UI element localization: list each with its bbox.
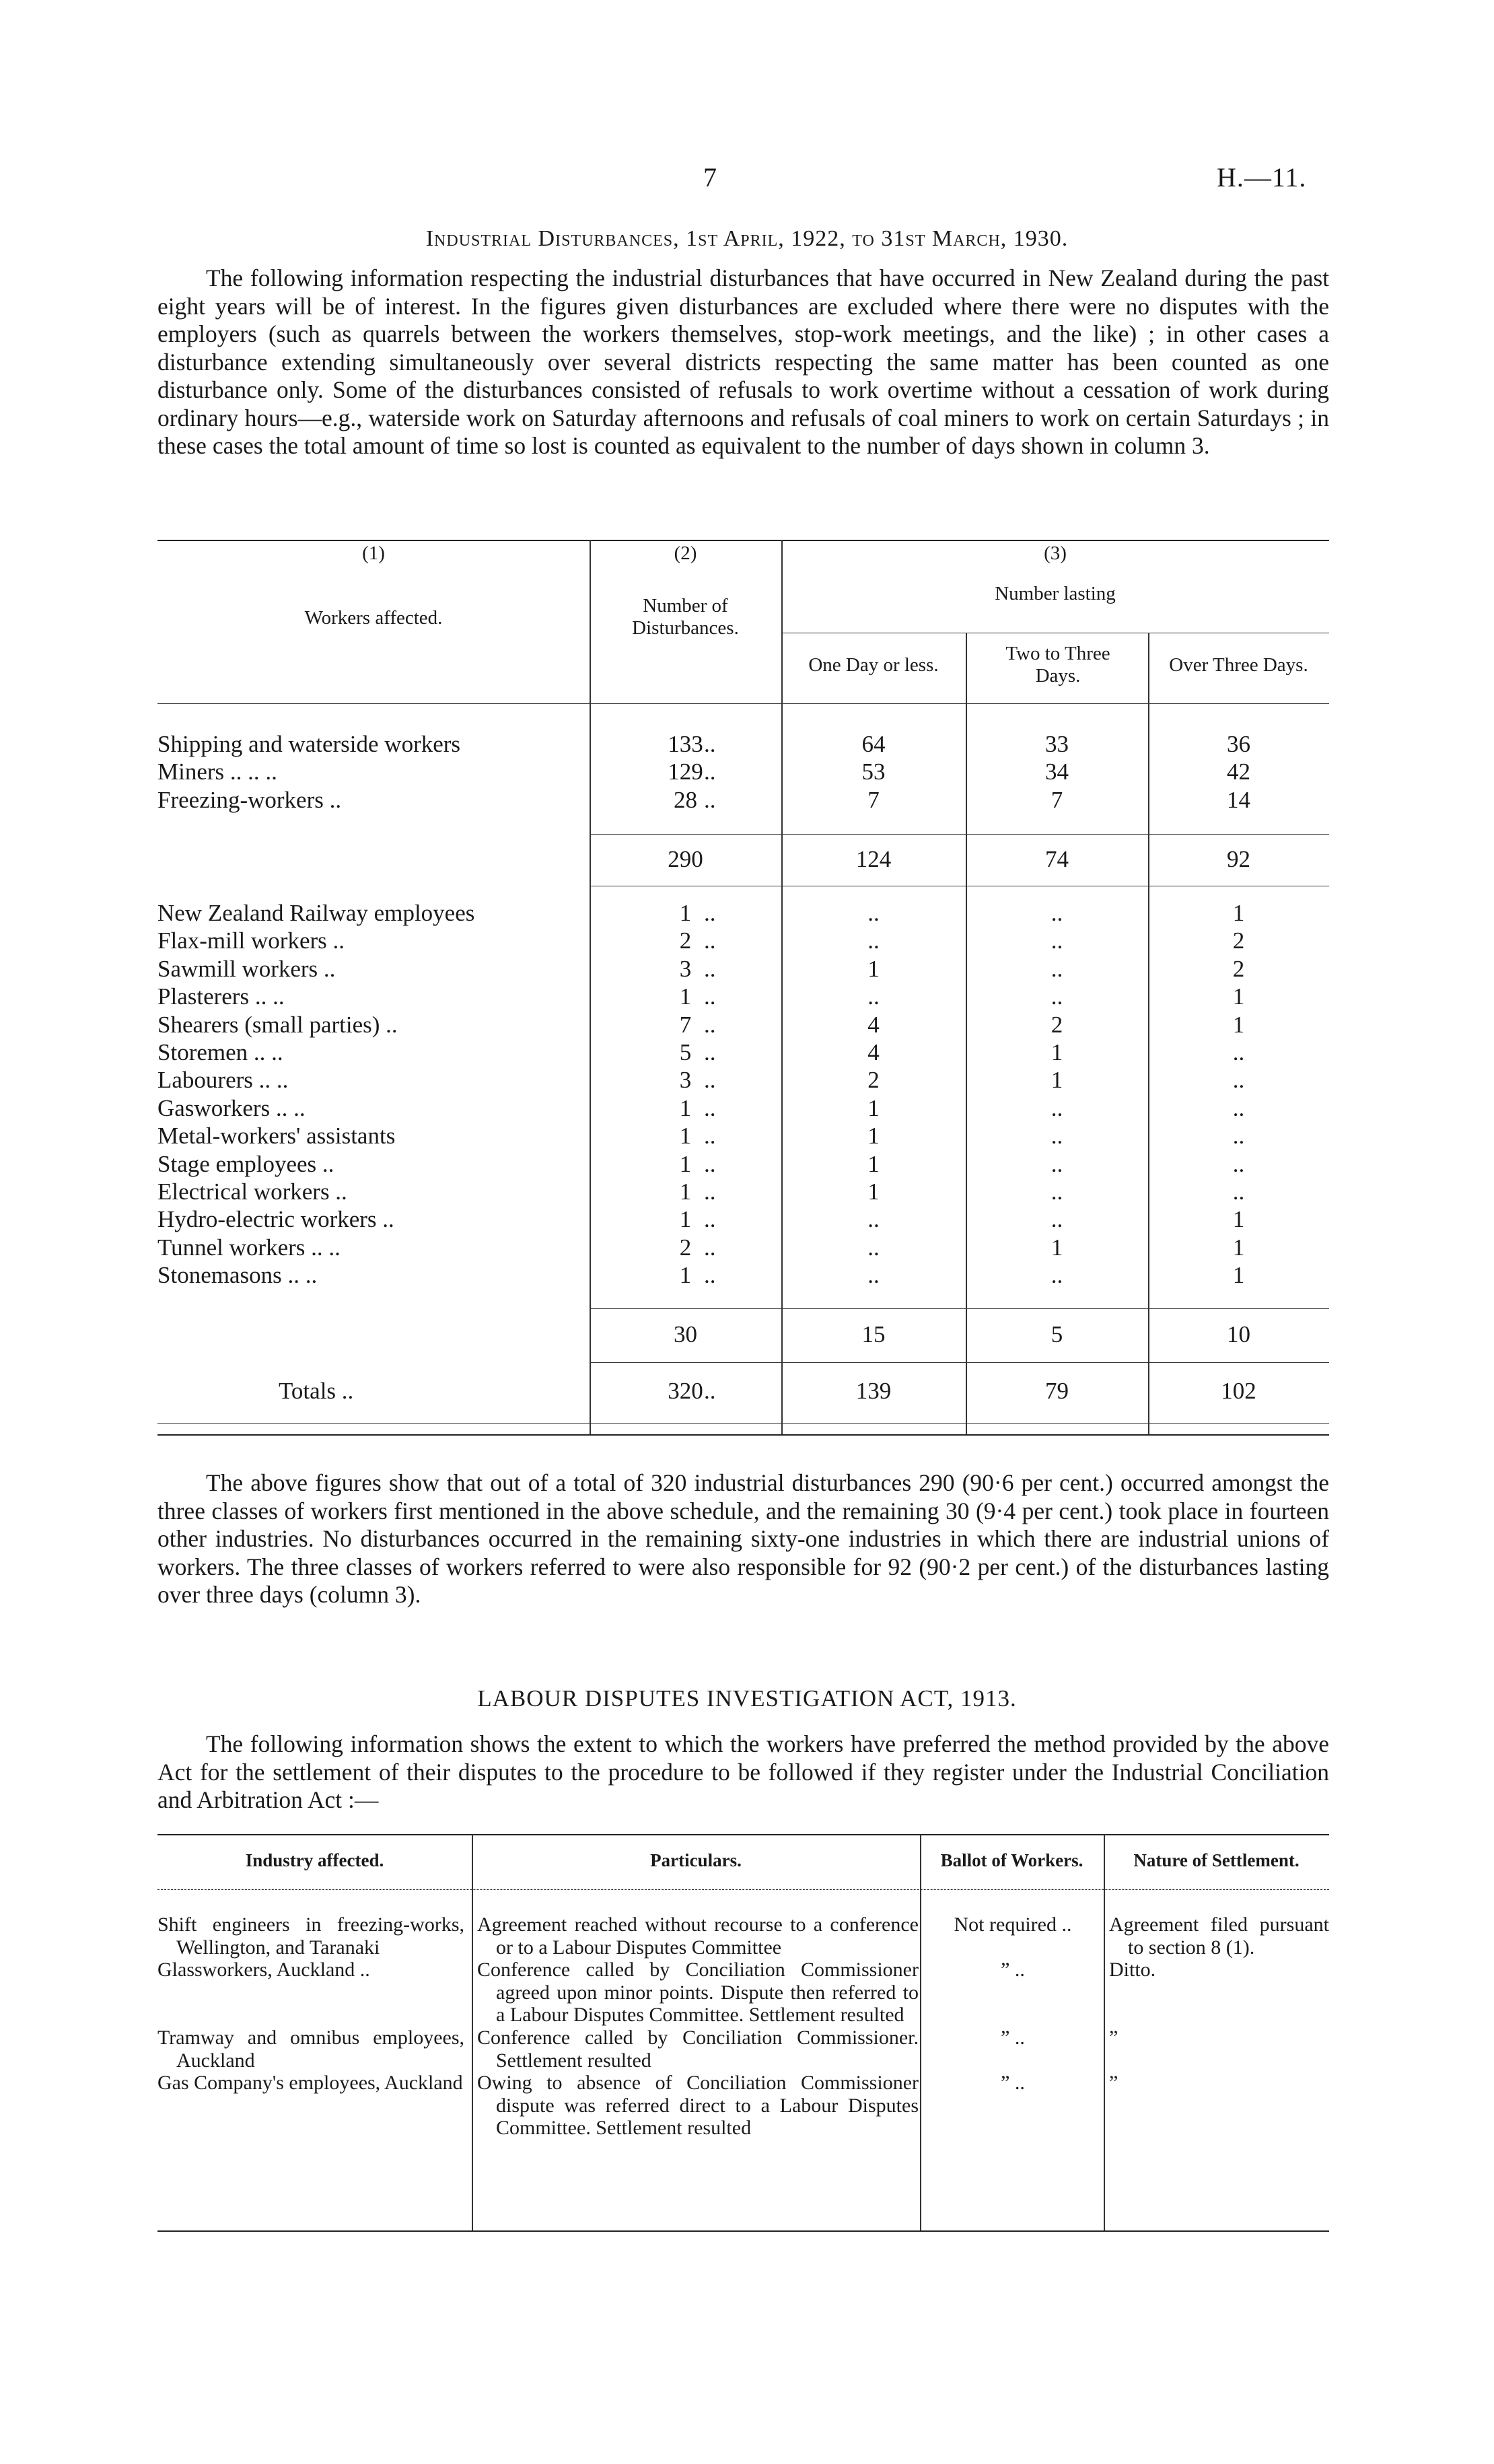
two-to-three-days: 2 (1051, 1011, 1063, 1038)
ballot-header: Ballot of Workers. (940, 1850, 1083, 1870)
column-divider (920, 1834, 921, 2230)
two-to-three-days: 74 (1045, 846, 1069, 872)
table-row (157, 730, 1329, 758)
dot-leader: .. (704, 927, 716, 954)
section-title-labour-disputes: LABOUR DISPUTES INVESTIGATION ACT, 1913. (477, 1685, 1017, 1712)
dot-leader: .. (704, 1378, 716, 1404)
disturbances-count: 1 (679, 1206, 692, 1233)
col3a-header: One Day or less. (808, 654, 939, 676)
labour-disputes-intro: The following information shows the extent to which the workers have preferred the method provided by the above Act for the settlement of their disputes to the procedure to be followed if they register under the Industrial Conciliation and Arbitration Act :— (157, 1730, 1329, 1813)
one-day-or-less: 2 (867, 1067, 880, 1094)
table-row (157, 1261, 1329, 1289)
subtotal-row (157, 845, 1329, 873)
disturbances-count: 1 (679, 900, 692, 926)
two-to-three-days: 33 (1045, 731, 1069, 757)
one-day-or-less: 139 (855, 1378, 892, 1404)
dot-leader: .. (704, 983, 716, 1010)
col2-number: (2) (674, 542, 697, 564)
table-row (157, 1150, 1329, 1178)
one-day-or-less: 1 (867, 1123, 880, 1150)
row-label: Miners .. .. .. (157, 759, 277, 785)
row-label: Totals .. (279, 1378, 354, 1404)
two-to-three-days: .. (1051, 927, 1063, 954)
rule (157, 1834, 1329, 1835)
two-to-three-days: 7 (1051, 786, 1063, 813)
over-three-days: .. (1232, 1123, 1245, 1150)
one-day-or-less: 7 (867, 786, 880, 813)
two-to-three-days: .. (1051, 900, 1063, 926)
over-three-days: 2 (1232, 927, 1245, 954)
one-day-or-less: 1 (867, 955, 880, 982)
disturbances-count: 320 (668, 1378, 703, 1404)
table-row (157, 983, 1329, 1010)
col1-header: Workers affected. (304, 607, 443, 629)
rule (590, 834, 1329, 835)
dot-leader: .. (704, 731, 716, 757)
rule (157, 2230, 1329, 2232)
column-divider (1104, 1834, 1105, 2230)
dot-leader: .. (704, 1234, 716, 1261)
col2-header: Number of Disturbances. (632, 595, 739, 639)
intro-paragraph: The following information respecting the industrial disturbances that have occurred in New Zealand during the past eight years will be of interest. In the figures given disturbances are excluded where there were no disputes with the employers (such as quarrels between the workers themselves, stop-work meetings, and the like) ; in other cases a disturbance extending simultaneously over several districts respecting the same matter has been counted as one disturbance only. Some of the disturbances consisted of refusals to work overtime without a cessation of work during ordinary hours—e.g., waterside work on Saturday afternoons and refusals of coal miners to work on certain Saturdays ; in these cases the total amount of time so lost is counted as equivalent to the number of days shown in column 3. (157, 265, 1329, 459)
nature-of-settlement: ” (1109, 2072, 1118, 2094)
rule (157, 1434, 1329, 1436)
one-day-or-less: .. (867, 927, 880, 954)
disturbances-count: 3 (679, 1067, 692, 1094)
disturbances-count: 1 (679, 1150, 692, 1177)
row-label: Freezing-workers .. (157, 786, 342, 813)
col3c-header: Over Three Days. (1169, 654, 1308, 676)
nature-of-settlement: Ditto. (1109, 1959, 1156, 1981)
dot-leader: .. (704, 955, 716, 982)
row-label: Storemen .. .. (157, 1039, 283, 1065)
one-day-or-less: .. (867, 900, 880, 926)
table-row (157, 1066, 1329, 1094)
row-label: Shearers (small parties) .. (157, 1011, 398, 1038)
two-to-three-days: .. (1051, 1150, 1063, 1177)
ballot-of-workers: Not required .. (954, 1913, 1072, 1936)
industry-affected: Glassworkers, Auckland .. (157, 1959, 370, 1981)
particulars: Conference called by Conciliation Commissioner agreed upon minor points. Dispute then referred to a Labour Disputes Committee. Settlement resulted (477, 1959, 919, 2027)
two-to-three-days: 1 (1051, 1067, 1063, 1094)
ballot-of-workers: ” .. (1001, 2072, 1025, 2094)
section-title-industrial-disturbances: Industrial Disturbances, 1st April, 1922, to 31st March, 1930. (425, 226, 1069, 251)
two-to-three-days: .. (1051, 1262, 1063, 1289)
industry-affected: Shift engineers in freezing-works, Wellington, and Taranaki (157, 1913, 464, 1959)
col1-number: (1) (362, 542, 385, 564)
two-to-three-days: .. (1051, 1123, 1063, 1150)
table-row (157, 955, 1329, 983)
one-day-or-less: .. (867, 1262, 880, 1289)
two-to-three-days: .. (1051, 1178, 1063, 1205)
over-three-days: .. (1232, 1067, 1245, 1094)
row-label: Metal-workers' assistants (157, 1123, 396, 1150)
rule (157, 1889, 1329, 1890)
disturbances-count: 1 (679, 983, 692, 1010)
row-label: New Zealand Railway employees (157, 900, 475, 926)
dot-leader: .. (704, 1262, 716, 1289)
one-day-or-less: 1 (867, 1178, 880, 1205)
one-day-or-less: 1 (867, 1150, 880, 1177)
settlement-header: Nature of Settlement. (1133, 1850, 1300, 1870)
over-three-days: 1 (1232, 1011, 1245, 1038)
one-day-or-less: .. (867, 1206, 880, 1233)
table-row (157, 786, 1329, 814)
table-row (157, 1234, 1329, 1261)
over-three-days: 14 (1227, 786, 1250, 813)
particulars-header: Particulars. (650, 1850, 742, 1870)
dot-leader: .. (704, 1206, 716, 1233)
one-day-or-less: .. (867, 983, 880, 1010)
rule (157, 540, 1329, 541)
document-reference: H.—11. (1217, 162, 1307, 192)
over-three-days: 42 (1227, 759, 1250, 785)
row-label: Stonemasons .. .. (157, 1262, 318, 1289)
industry-affected: Gas Company's employees, Auckland (157, 2072, 463, 2094)
table-row (157, 1039, 1329, 1066)
row-label: Labourers .. .. (157, 1067, 289, 1094)
nature-of-settlement: Agreement filed pursuant to section 8 (1). (1109, 1913, 1329, 1959)
row-label: Tunnel workers .. .. (157, 1234, 341, 1261)
ballot-of-workers: ” .. (1001, 2027, 1025, 2049)
page-number: 7 (703, 162, 717, 192)
row-label: Electrical workers .. (157, 1178, 347, 1205)
row-label: Shipping and waterside workers (157, 731, 461, 757)
table-row (157, 1122, 1329, 1150)
rule (590, 1308, 1329, 1309)
two-to-three-days: 5 (1051, 1321, 1063, 1347)
disturbances-count: 3 (679, 955, 692, 982)
nature-of-settlement: ” (1109, 2027, 1118, 2049)
dot-leader: .. (704, 900, 716, 926)
dot-leader: .. (704, 786, 716, 813)
dot-leader: .. (704, 759, 716, 785)
row-label: Stage employees .. (157, 1150, 334, 1177)
disturbances-count: 5 (679, 1039, 692, 1065)
over-three-days: 10 (1227, 1321, 1250, 1347)
over-three-days: 1 (1232, 900, 1245, 926)
disturbances-count: 7 (679, 1011, 692, 1038)
two-to-three-days: 34 (1045, 759, 1069, 785)
table-row (157, 1094, 1329, 1122)
disturbances-count: 1 (679, 1262, 692, 1289)
rule (157, 1423, 1329, 1424)
particulars: Owing to absence of Conciliation Commissioner dispute was referred direct to a Labour Disputes Committee. Settlement resulted (477, 2072, 919, 2140)
one-day-or-less: 15 (861, 1321, 886, 1347)
subtotal-row (157, 1321, 1329, 1348)
col3-header: Number lasting (995, 583, 1116, 604)
row-label: Sawmill workers .. (157, 955, 336, 982)
disturbances-count: 2 (679, 1234, 692, 1261)
disturbances-count: 133 (668, 731, 703, 757)
dot-leader: .. (704, 1039, 716, 1065)
over-three-days: 1 (1232, 1234, 1245, 1261)
two-to-three-days: 1 (1051, 1039, 1063, 1065)
dot-leader: .. (704, 1150, 716, 1177)
table-row (157, 1011, 1329, 1039)
one-day-or-less: 53 (861, 759, 886, 785)
one-day-or-less: 4 (867, 1011, 880, 1038)
disturbances-count: 129 (668, 759, 703, 785)
over-three-days: 2 (1232, 955, 1245, 982)
two-to-three-days: .. (1051, 955, 1063, 982)
table-row (157, 1205, 1329, 1233)
ballot-of-workers: ” .. (1001, 1959, 1025, 1981)
over-three-days: .. (1232, 1150, 1245, 1177)
row-label: Hydro-electric workers .. (157, 1206, 394, 1233)
dot-leader: .. (704, 1011, 716, 1038)
disturbances-count: 1 (679, 1178, 692, 1205)
over-three-days: 1 (1232, 1206, 1245, 1233)
over-three-days: 92 (1227, 846, 1250, 872)
over-three-days: .. (1232, 1178, 1245, 1205)
over-three-days: .. (1232, 1094, 1245, 1121)
two-to-three-days: .. (1051, 1206, 1063, 1233)
summary-paragraph: The above figures show that out of a total of 320 industrial disturbances 290 (90·6 per cent.) occurred amongst the three classes of workers first mentioned in the above schedule, and the remaining 30 (9·4 per cent.) took place in fourteen other industries. No disturbances occurred in the remaining sixty-one industries in which there are industrial unions of workers. The three classes of workers referred to were also responsible for 92 (90·2 per cent.) of the disturbances lasting over three days (column 3). (157, 1469, 1329, 1608)
disturbances-count: 28 (674, 786, 697, 813)
disturbances-count: 1 (679, 1094, 692, 1121)
rule (157, 703, 1329, 704)
dot-leader: .. (704, 1067, 716, 1094)
industry-affected: Tramway and omnibus employees, Auckland (157, 2027, 464, 2072)
col3-number: (3) (1044, 542, 1067, 564)
disturbances-count: 290 (668, 846, 703, 872)
totals-row (157, 1377, 1329, 1405)
two-to-three-days: .. (1051, 983, 1063, 1010)
col3b-header: Two to Three Days. (1005, 643, 1110, 687)
over-three-days: .. (1232, 1039, 1245, 1065)
disturbances-count: 2 (679, 927, 692, 954)
over-three-days: 1 (1232, 983, 1245, 1010)
column-divider (472, 1834, 473, 2230)
particulars: Agreement reached without recourse to a conference or to a Labour Disputes Committee (477, 1913, 919, 1959)
disturbances-count: 1 (679, 1123, 692, 1150)
dot-leader: .. (704, 1123, 716, 1150)
two-to-three-days: 1 (1051, 1234, 1063, 1261)
one-day-or-less: 124 (855, 846, 892, 872)
row-label: Gasworkers .. .. (157, 1094, 306, 1121)
table-row (157, 758, 1329, 785)
rule (590, 1362, 1329, 1363)
table-row (157, 899, 1329, 927)
one-day-or-less: 64 (861, 731, 886, 757)
table-row (157, 1178, 1329, 1205)
over-three-days: 102 (1221, 1378, 1256, 1404)
dot-leader: .. (704, 1178, 716, 1205)
row-label: Plasterers .. .. (157, 983, 285, 1010)
over-three-days: 1 (1232, 1262, 1245, 1289)
row-label: Flax-mill workers .. (157, 927, 345, 954)
one-day-or-less: .. (867, 1234, 880, 1261)
disturbances-count: 30 (674, 1321, 697, 1347)
one-day-or-less: 4 (867, 1039, 880, 1065)
dot-leader: .. (704, 1094, 716, 1121)
two-to-three-days: 79 (1045, 1378, 1069, 1404)
over-three-days: 36 (1227, 731, 1250, 757)
one-day-or-less: 1 (867, 1094, 880, 1121)
particulars: Conference called by Conciliation Commissioner. Settlement resulted (477, 2027, 919, 2072)
industry-header: Industry affected. (245, 1850, 384, 1870)
table-row (157, 927, 1329, 954)
two-to-three-days: .. (1051, 1094, 1063, 1121)
